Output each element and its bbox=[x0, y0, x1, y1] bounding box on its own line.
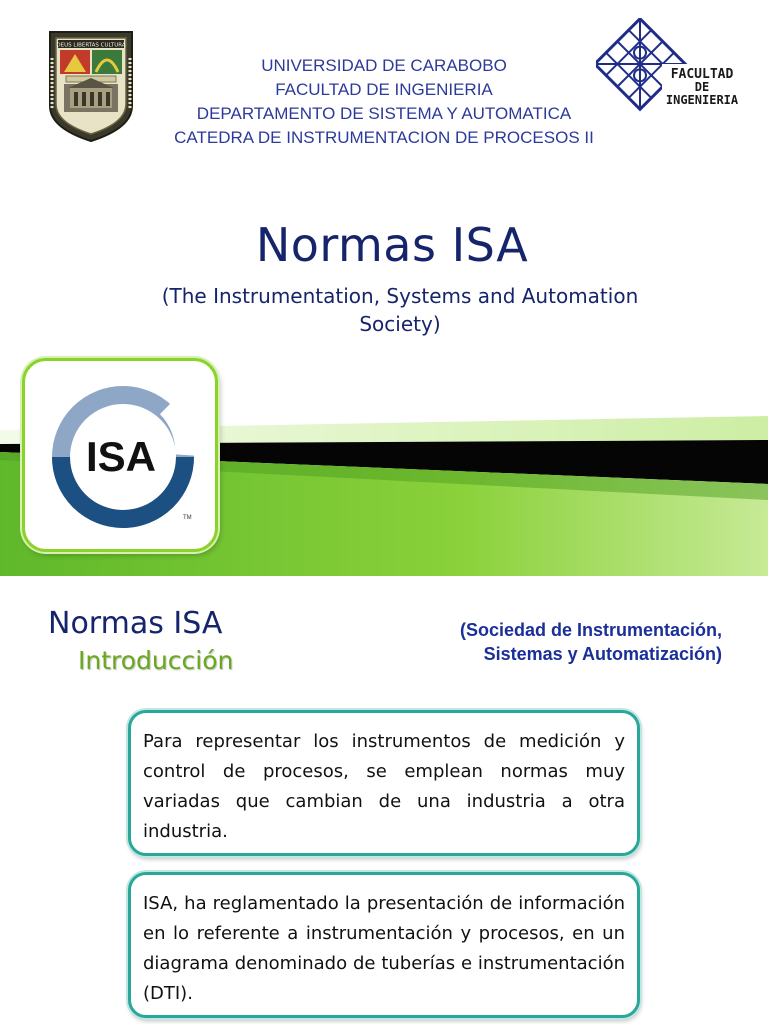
intro-title: Normas ISA bbox=[48, 606, 223, 641]
isa-logo-icon bbox=[43, 377, 203, 537]
subtitle-line-1: (The Instrumentation, Systems and Automation bbox=[161, 284, 639, 308]
faculty-logo-line3: INGENIERIA bbox=[665, 93, 739, 107]
isa-trademark: TM bbox=[183, 515, 192, 521]
header-line-university: UNIVERSIDAD DE CARABOBO bbox=[261, 56, 507, 75]
header-line-department: DEPARTAMENTO DE SISTEMA Y AUTOMATICA bbox=[196, 104, 572, 123]
header-line-faculty: FACULTAD DE INGENIERIA bbox=[275, 80, 493, 99]
institution-header bbox=[120, 54, 648, 150]
intro-card-2 bbox=[128, 872, 640, 1018]
seal-motto: DEUS LIBERTAS CULTURA bbox=[56, 42, 126, 49]
faculty-logo-icon bbox=[596, 18, 746, 118]
spanish-name-line-2: Sistemas y Automatización) bbox=[483, 644, 722, 664]
intro-card-1 bbox=[128, 710, 640, 856]
intro-slide bbox=[0, 576, 768, 1024]
intro-subtitle: Introducción bbox=[78, 646, 234, 675]
slide-title: Normas ISA bbox=[255, 218, 529, 272]
header-line-chair: CATEDRA DE INSTRUMENTACION DE PROCESOS II bbox=[174, 128, 594, 147]
faculty-logo-line2: DE bbox=[694, 80, 710, 94]
intro-card-1-text: Para representar los instrumentos de medición y control de procesos, se emplean normas muy variadas que cambian de una industria a otra industria. bbox=[143, 731, 625, 842]
isa-logo-card bbox=[22, 358, 218, 552]
subtitle-line-2: Society) bbox=[359, 312, 441, 336]
spanish-name-line-1: (Sociedad de Instrumentación, bbox=[459, 620, 722, 640]
faculty-logo-line1: FACULTAD bbox=[670, 67, 734, 82]
intro-card-2-text: ISA, ha reglamentado la presentación de información en lo referente a instrumentación y procesos, en un diagrama denominado de tuberías e instrumentación (DTI). bbox=[143, 893, 625, 1004]
slide-subtitle bbox=[110, 282, 690, 338]
spanish-name bbox=[380, 618, 722, 666]
isa-logo-text: ISA bbox=[85, 433, 157, 480]
